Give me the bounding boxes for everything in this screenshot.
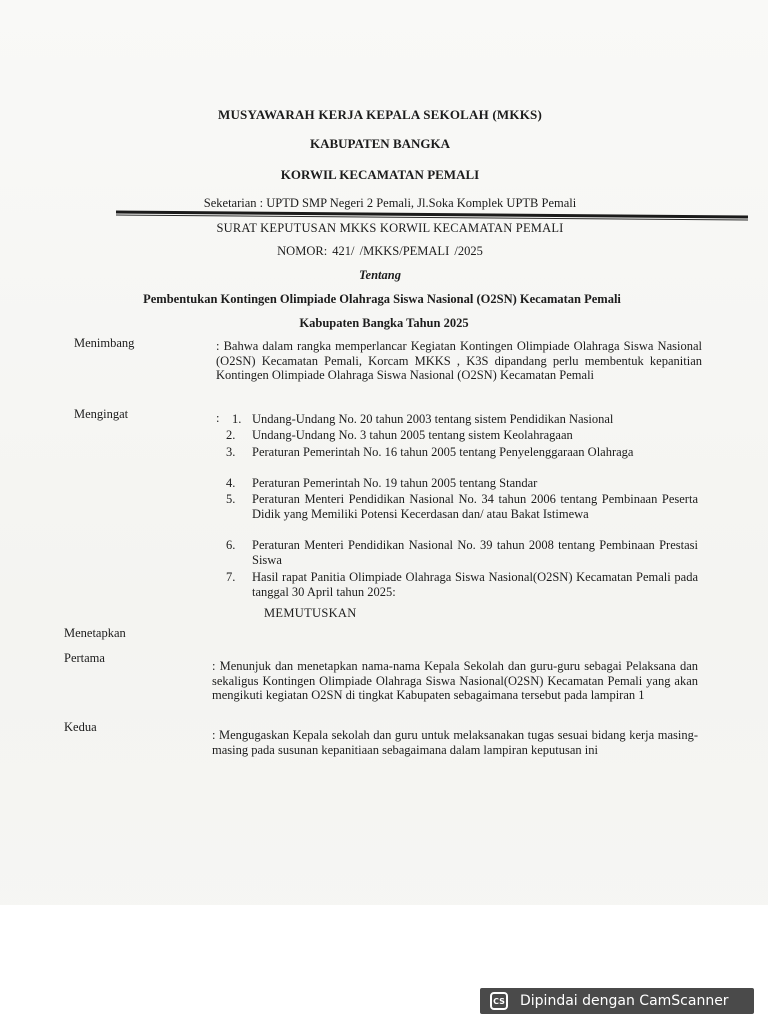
- camscanner-watermark: [480, 988, 754, 1014]
- kedua-label: Kedua: [64, 720, 97, 734]
- list-item: [226, 538, 698, 567]
- decree-about-label: Tentang: [359, 268, 401, 282]
- list-item: [226, 412, 698, 427]
- list-item-text: Undang-Undang No. 20 tahun 2003 tentang sistem Pendidikan Nasional: [252, 412, 614, 426]
- kedua-text: : Mengugaskan Kepala sekolah dan guru untuk melaksanakan tugas sesuai bidang kerja masing-masing pada susunan kepanitiaan sebagaimana dalam lampiran keputusan ini: [212, 728, 698, 757]
- list-item: [226, 445, 698, 460]
- list-item-number: 1.: [232, 412, 242, 426]
- list-item-number: 6.: [226, 538, 236, 552]
- list-item-text: Hasil rapat Panitia Olimpiade Olahraga Siswa Nasional(O2SN) Kecamatan Pemali pada tanggal 30 April tahun 2025:: [252, 570, 698, 599]
- list-item: [226, 570, 698, 599]
- list-item-text: Peraturan Pemerintah No. 19 tahun 2005 tentang Standar: [252, 476, 538, 490]
- list-item-text: Undang-Undang No. 3 tahun 2005 tentang sistem Keolahragaan: [252, 428, 573, 442]
- mengingat-label: Mengingat: [74, 407, 129, 421]
- org-title-line1: MUSYAWARAH KERJA KEPALA SEKOLAH (MKKS): [218, 107, 542, 122]
- list-item: [226, 492, 698, 521]
- pertama-label: Pertama: [64, 651, 105, 665]
- menetapkan-label: Menetapkan: [64, 626, 126, 640]
- menimbang-label: Menimbang: [74, 336, 135, 350]
- list-item-number: 5.: [226, 492, 236, 506]
- memutuskan-heading: MEMUTUSKAN: [264, 606, 357, 620]
- list-item-number: 2.: [226, 428, 236, 442]
- list-item: [226, 476, 698, 491]
- menimbang-text: : Bahwa dalam rangka memperlancar Kegiatan Kontingen Olimpiade Olahraga Siswa Nasional (O2SN) Kecamatan Pemali, Korcam MKKS , K3S dipandang perlu membentuk kepanitian Kontingen Olimpiade Olahraga Siswa Nasional (O2SN) Kecamatan Pemali: [216, 339, 702, 382]
- list-item-number: 7.: [226, 570, 236, 584]
- decree-subject-line2: Kabupaten Bangka Tahun 2025: [299, 316, 469, 330]
- list-item-text: Peraturan Menteri Pendidikan Nasional No. 34 tahun 2006 tentang Pembinaan Peserta Didik yang Memiliki Potensi Kecerdasan dan/ atau Bakat Istimewa: [252, 492, 698, 521]
- list-item-text: Peraturan Pemerintah No. 16 tahun 2005 tentang Penyelenggaraan Olahraga: [252, 445, 634, 459]
- secretariat-address: Seketarian : UPTD SMP Negeri 2 Pemali, Jl.Soka Komplek UPTB Pemali: [203, 196, 577, 210]
- org-title-line3: KORWIL KECAMATAN PEMALI: [280, 167, 480, 182]
- list-item: [226, 428, 698, 443]
- camscanner-icon: CS: [490, 992, 508, 1010]
- list-item-text: Peraturan Menteri Pendidikan Nasional No. 39 tahun 2008 tentang Pembinaan Prestasi Siswa: [252, 538, 698, 567]
- decree-title: SURAT KEPUTUSAN MKKS KORWIL KECAMATAN PEMALI: [216, 221, 564, 235]
- pertama-text: : Menunjuk dan menetapkan nama-nama Kepala Sekolah dan guru-guru sebagai Pelaksana dan sekaligus Kontingen Olimpiade Olahraga Siswa Nasional(O2SN) Kecamatan Pemali yang akan mengikuti kegiatan O2SN di tingkat Kabupaten sebagaimana tersebut pada lampiran 1: [212, 659, 698, 702]
- camscanner-text: Dipindai dengan CamScanner: [520, 993, 729, 1009]
- list-item-number: 4.: [226, 476, 236, 490]
- decree-subject-line1: Pembentukan Kontingen Olimpiade Olahraga Siswa Nasional (O2SN) Kecamatan Pemali: [143, 292, 621, 306]
- decree-number: NOMOR: 421/ /MKKS/PEMALI /2025: [277, 244, 483, 258]
- org-title-line2: KABUPATEN BANGKA: [310, 136, 450, 151]
- list-item-number: 3.: [226, 445, 236, 459]
- mengingat-colon: :: [216, 411, 220, 425]
